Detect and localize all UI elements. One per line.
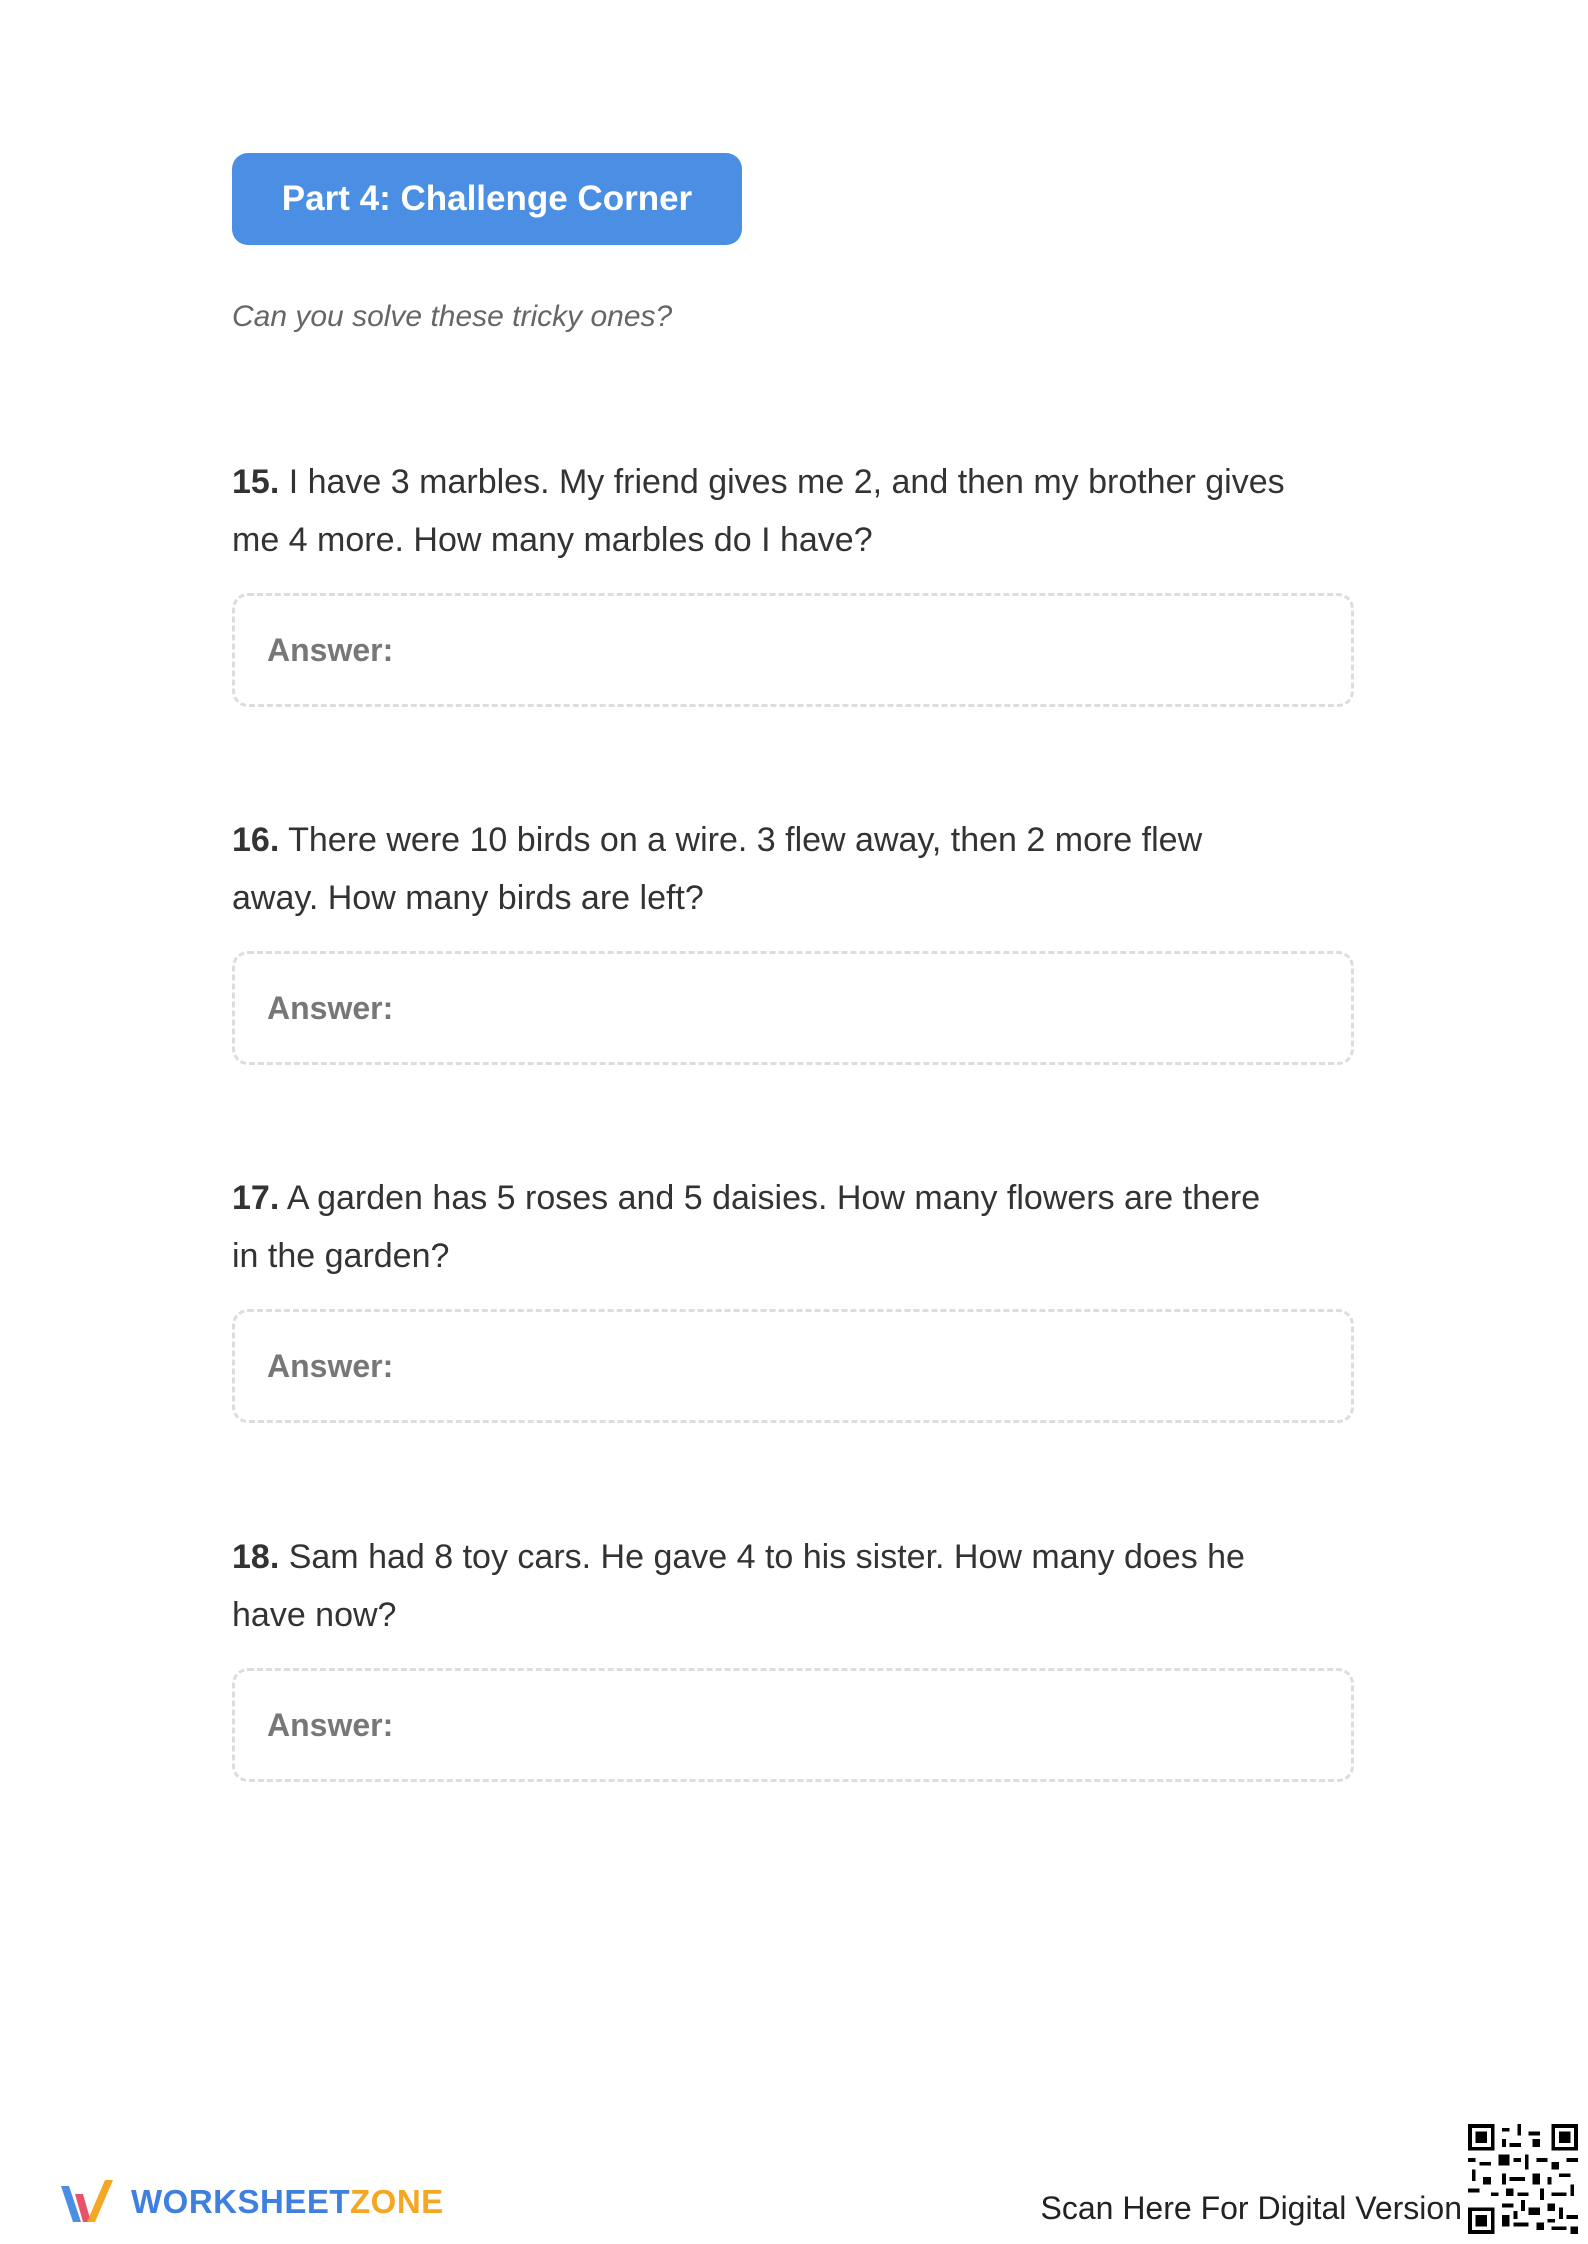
question-15 (232, 453, 1354, 707)
question-number: 15. (232, 463, 280, 501)
section-title: Part 4: Challenge Corner (232, 153, 742, 245)
question-number: 16. (232, 821, 280, 859)
question-line: have now? (232, 1596, 397, 1634)
answer-box[interactable] (232, 1309, 1354, 1423)
question-17 (232, 1169, 1354, 1423)
logo-wordmark (131, 2183, 444, 2221)
question-line: in the garden? (232, 1237, 450, 1275)
question-number: 17. (232, 1179, 280, 1217)
answer-box[interactable] (232, 593, 1354, 707)
question-line: I have 3 marbles. My friend gives me 2, and then my brother gives (288, 463, 1285, 501)
answer-label: Answer: (267, 1706, 394, 1743)
worksheetzone-logo[interactable] (57, 2172, 444, 2232)
scan-instruction: Scan Here For Digital Version (1040, 2190, 1462, 2226)
logo-text-zone: ZONE (350, 2183, 444, 2220)
answer-label: Answer: (267, 989, 394, 1026)
question-16 (232, 811, 1354, 1065)
question-line: me 4 more. How many marbles do I have? (232, 521, 873, 559)
worksheetzone-logo-icon (57, 2172, 117, 2232)
question-line: Sam had 8 toy cars. He gave 4 to his sister. How many does he (288, 1538, 1245, 1576)
logo-text-worksheet: WORKSHEET (131, 2183, 350, 2220)
question-text (232, 1528, 1354, 1644)
question-text (232, 453, 1354, 569)
question-line: away. How many birds are left? (232, 879, 704, 917)
answer-box[interactable] (232, 951, 1354, 1065)
qr-code-icon[interactable] (1468, 2124, 1578, 2234)
answer-label: Answer: (267, 631, 394, 668)
answer-label: Answer: (267, 1347, 394, 1384)
question-line: There were 10 birds on a wire. 3 flew away, then 2 more flew (288, 821, 1203, 859)
answer-box[interactable] (232, 1668, 1354, 1782)
question-number: 18. (232, 1538, 280, 1576)
question-18 (232, 1528, 1354, 1782)
question-line: A garden has 5 roses and 5 daisies. How many flowers are there (286, 1179, 1261, 1217)
footer (0, 2114, 1588, 2244)
section-subtitle: Can you solve these tricky ones? (232, 300, 673, 333)
question-text (232, 1169, 1354, 1285)
question-text (232, 811, 1354, 927)
worksheet-page (232, 153, 1354, 1743)
